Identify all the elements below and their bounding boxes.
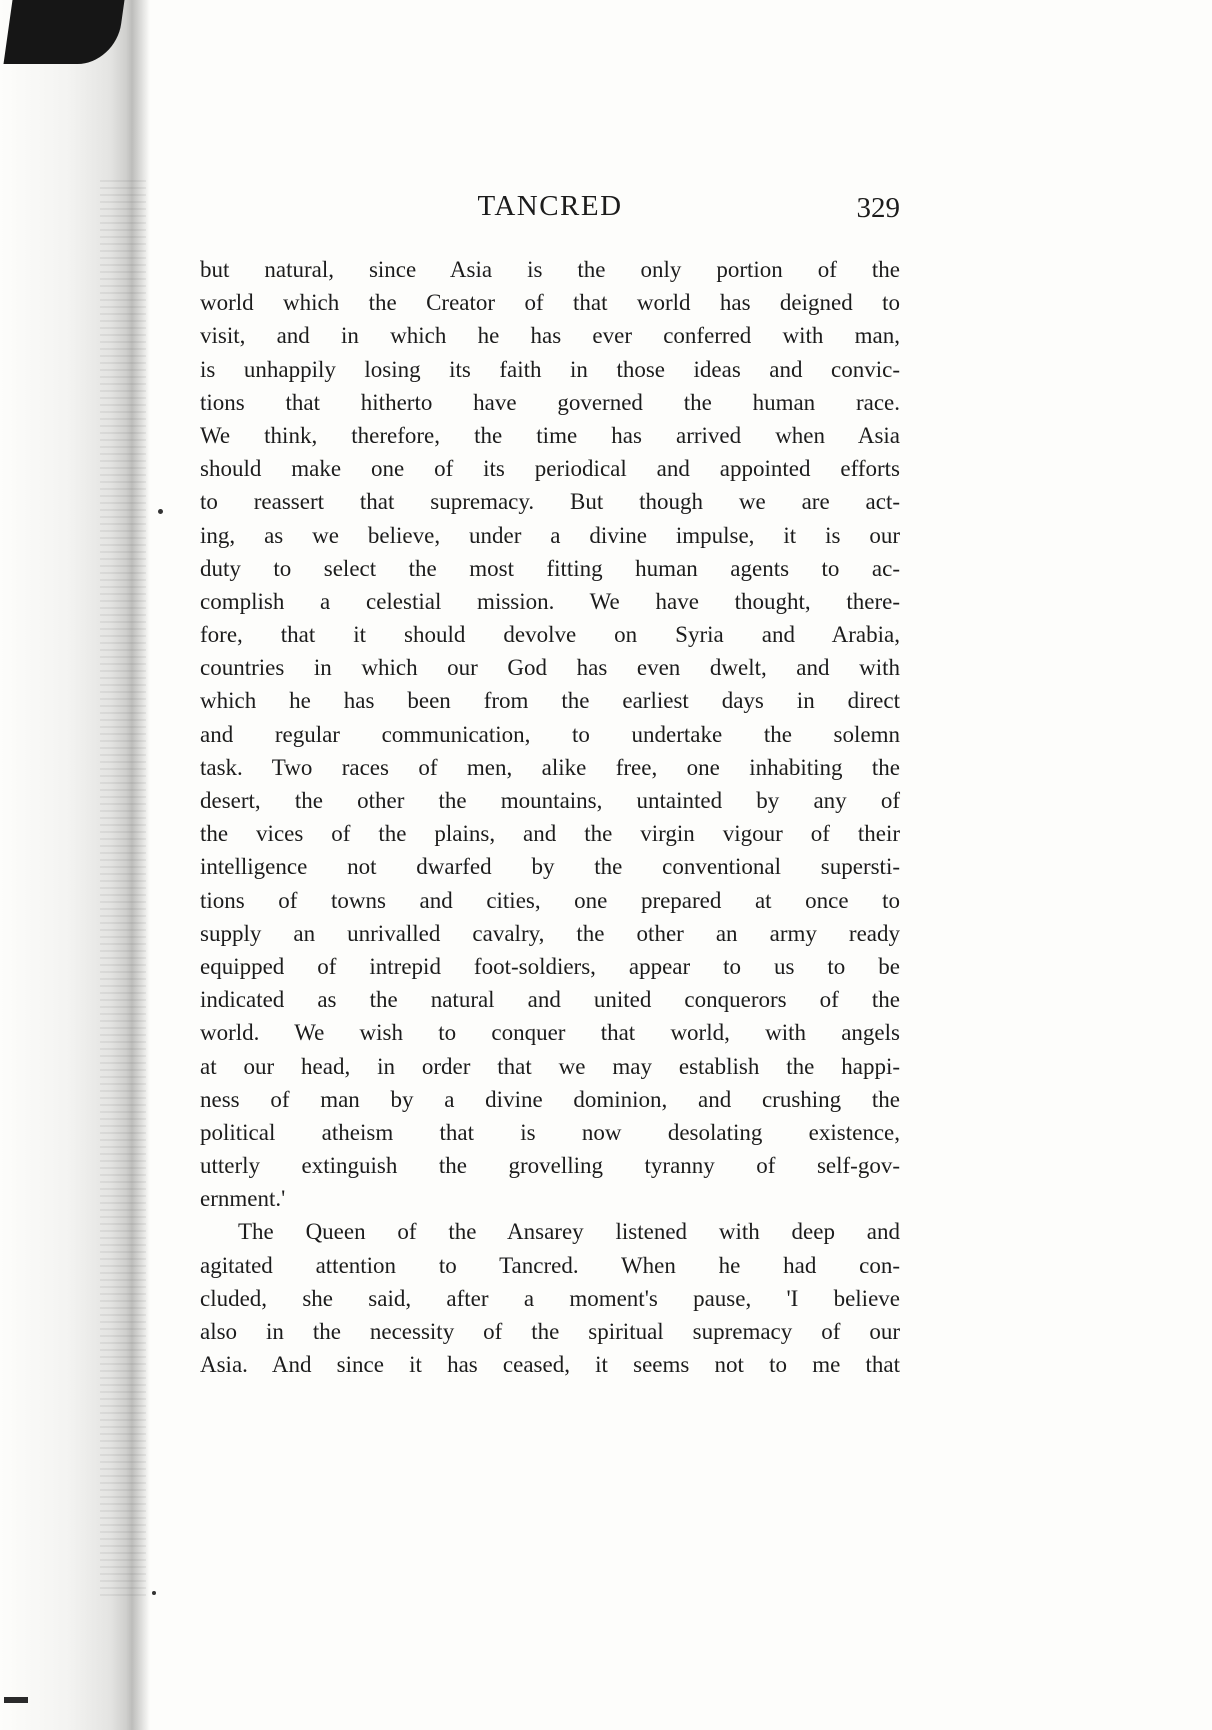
text-line: world which the Creator of that world has deigned to [200,290,900,316]
text-line: The Queen of the Ansarey listened with deep and [238,1219,900,1245]
text-line: duty to select the most fitting human agents to ac- [200,555,900,581]
text-line: complish a celestial mission. We have thought, there- [200,588,900,614]
text-line: ness of man by a divine dominion, and crushing the [200,1086,900,1112]
text-line: is unhappily losing its faith in those ideas and convic- [200,356,900,382]
text-line: at our head, in order that we may establish the happi- [200,1053,900,1079]
text-line: intelligence not dwarfed by the conventional supersti- [200,854,900,880]
scan-speck [158,509,163,514]
text-line: which he has been from the earliest days in direct [200,688,900,714]
text-line: political atheism that is now desolating existence, [200,1119,900,1145]
binding-gutter-texture [100,180,146,1600]
body-text [200,253,900,1381]
text-line: countries in which our God has even dwelt, and with [200,655,900,681]
text-line: ing, as we believe, under a divine impulse, it is our [200,522,900,548]
book-page [200,190,900,1381]
text-line: fore, that it should devolve on Syria and Arabia, [200,622,900,648]
text-line: should make one of its periodical and appointed efforts [200,456,900,482]
text-line: ernment.' [200,1186,286,1212]
text-line: the vices of the plains, and the virgin vigour of their [200,821,900,847]
text-line: tions that hitherto have governed the human race. [200,389,900,415]
text-line: We think, therefore, the time has arrived when Asia [200,422,900,448]
text-line: world. We wish to conquer that world, with angels [200,1020,900,1046]
text-line: cluded, she said, after a moment's pause, 'I believe [200,1285,900,1311]
text-line: also in the necessity of the spiritual supremacy of our [200,1319,900,1344]
text-line: supply an unrivalled cavalry, the other an army ready [200,920,900,946]
text-line: to reassert that supremacy. But though we are act- [200,489,900,515]
page-number: 329 [856,192,900,224]
text-line: utterly extinguish the grovelling tyranny of self-gov- [200,1153,900,1179]
text-line: and regular communication, to undertake the solemn [200,721,900,747]
running-head [200,190,900,240]
text-line: Asia. And since it has ceased, it seems not to me that [200,1352,900,1378]
text-line: tions of towns and cities, one prepared at once to [200,887,900,913]
running-title: TANCRED [477,190,623,222]
text-line: visit, and in which he has ever conferred with man, [200,323,900,349]
scan-speck [152,1591,156,1595]
text-line: indicated as the natural and united conquerors of the [200,987,900,1013]
text-line: agitated attention to Tancred. When he had con- [200,1252,900,1278]
text-line: task. Two races of men, alike free, one inhabiting the [200,754,900,780]
text-line: but natural, since Asia is the only portion of the [200,257,900,282]
scan-bottom-mark [4,1697,28,1703]
text-line: desert, the other the mountains, untainted by any of [200,788,900,813]
text-line: equipped of intrepid foot-soldiers, appear to us to be [200,953,900,979]
